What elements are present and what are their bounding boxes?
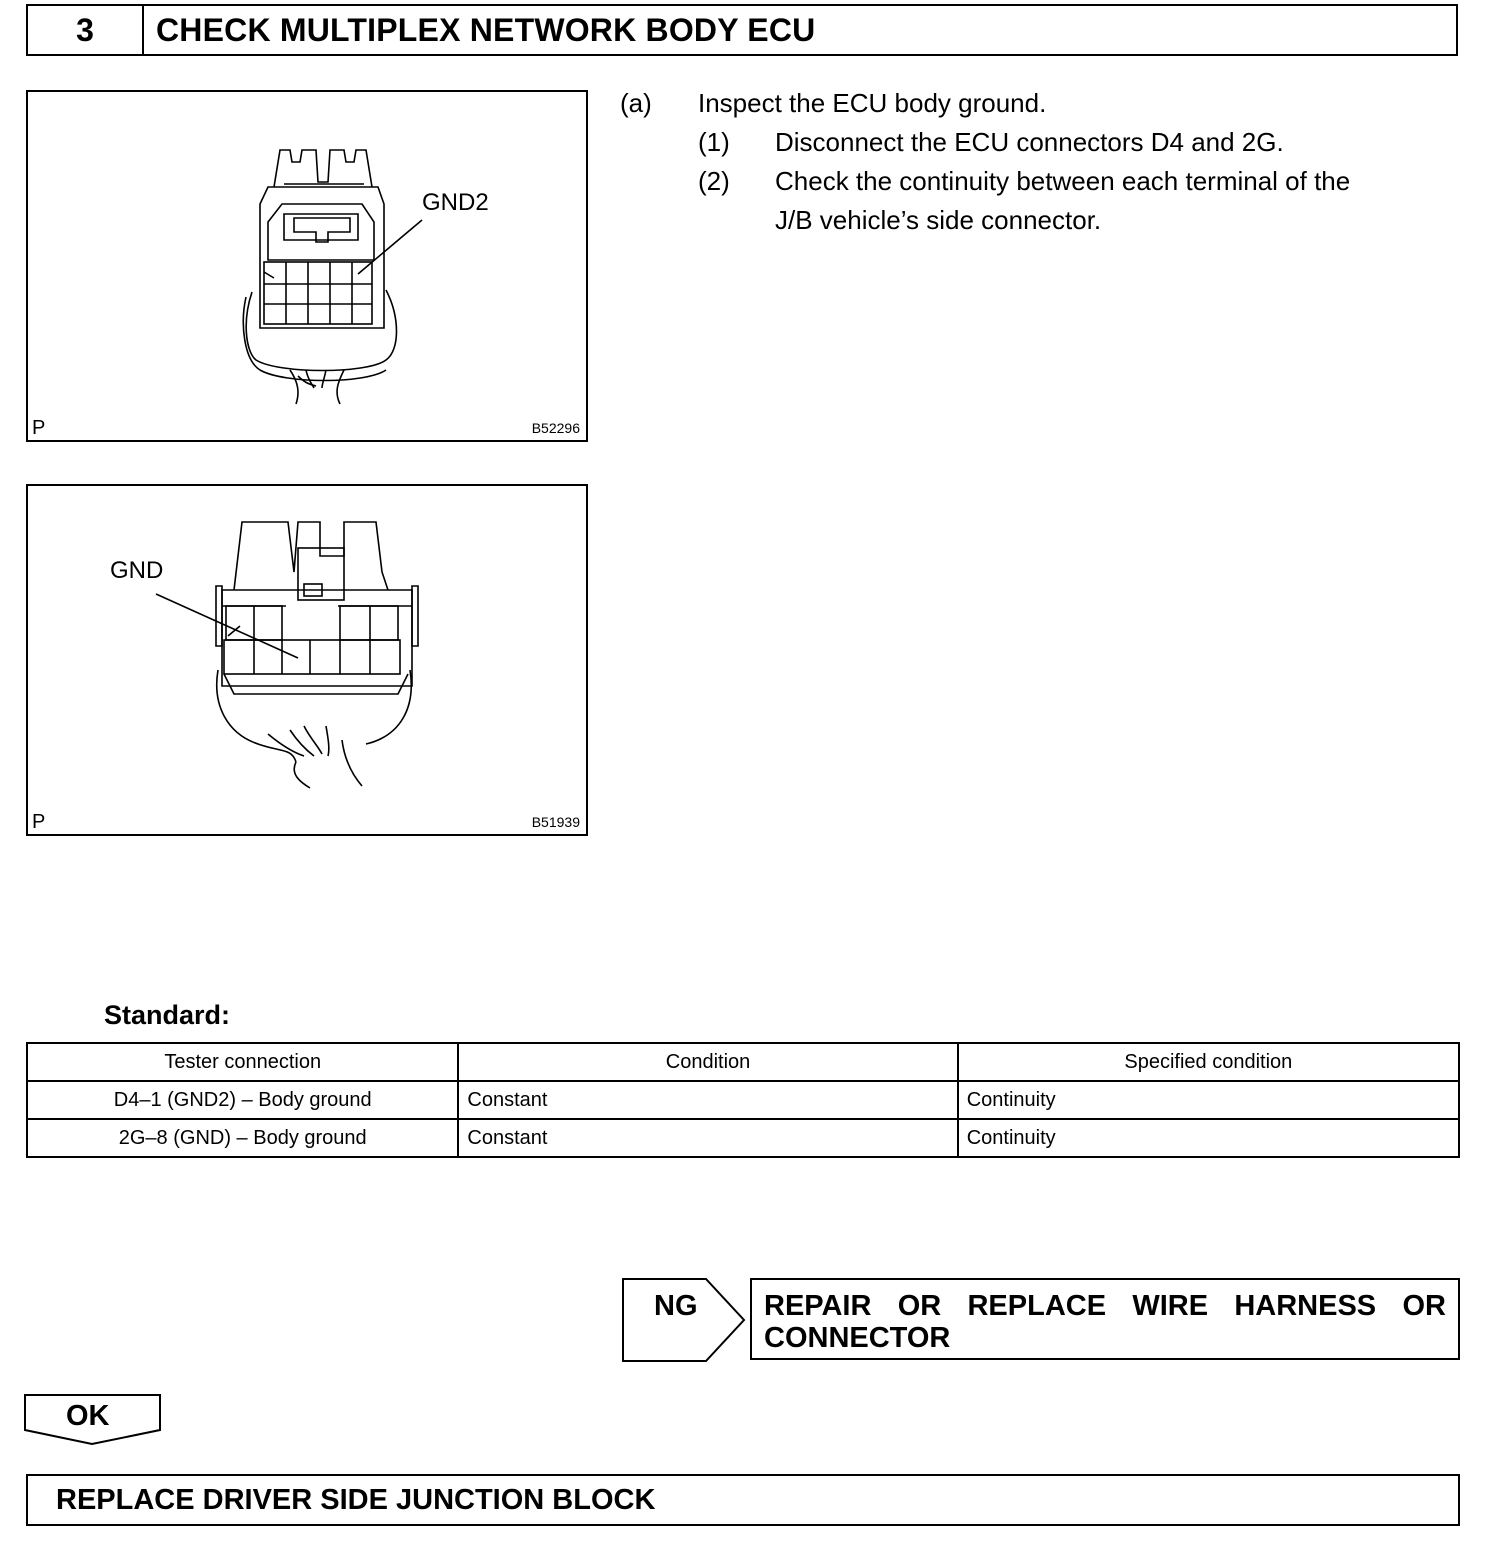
instruction-a-text: Inspect the ECU body ground. <box>698 88 1047 118</box>
ng-action-line2: CONNECTOR <box>764 1322 951 1354</box>
connector-d4-drawing <box>28 92 586 440</box>
ok-label: OK <box>66 1400 110 1432</box>
table-header-row <box>27 1043 1459 1081</box>
figure1-corner-p: P <box>32 417 46 439</box>
cell-tester-connection: D4–1 (GND2) – Body ground <box>27 1081 458 1119</box>
step-header <box>26 4 1458 56</box>
step-number: 3 <box>28 6 144 54</box>
step-title: CHECK MULTIPLEX NETWORK BODY ECU <box>156 11 816 48</box>
ng-arrow <box>622 1278 746 1362</box>
ng-action-word: REPAIR <box>764 1290 872 1322</box>
cell-specified-condition: Continuity <box>958 1081 1459 1119</box>
header-tester-connection: Tester connection <box>27 1043 458 1081</box>
instruction-2-line2: J/B vehicle’s side connector. <box>775 205 1102 235</box>
instruction-2-line1: Check the continuity between each terminal of the <box>775 166 1351 196</box>
standard-table <box>26 1042 1460 1158</box>
figure2-corner-p: P <box>32 811 46 833</box>
ng-action-word: REPLACE <box>967 1290 1107 1322</box>
cell-specified-condition: Continuity <box>958 1119 1459 1157</box>
header-specified-condition: Specified condition <box>958 1043 1459 1081</box>
instruction-2-marker: (2) <box>698 166 730 196</box>
ng-label: NG <box>654 1290 698 1322</box>
table-row <box>27 1119 1459 1157</box>
figure1-code: B52296 <box>531 420 580 436</box>
gnd-label: GND <box>110 557 164 584</box>
final-action-box <box>26 1474 1460 1526</box>
connector-2g-drawing <box>28 486 586 834</box>
ok-arrow <box>24 1394 162 1446</box>
cell-condition: Constant <box>458 1081 957 1119</box>
gnd2-label: GND2 <box>422 189 489 216</box>
cell-condition: Constant <box>458 1119 957 1157</box>
table-row <box>27 1081 1459 1119</box>
cell-tester-connection: 2G–8 (GND) – Body ground <box>27 1119 458 1157</box>
instruction-1-marker: (1) <box>698 127 730 157</box>
ng-action-word: WIRE <box>1132 1290 1209 1322</box>
standard-label: Standard: <box>104 1000 231 1030</box>
ng-action-word: HARNESS <box>1234 1290 1377 1322</box>
final-action-text: REPLACE DRIVER SIDE JUNCTION BLOCK <box>56 1483 656 1516</box>
figure2-code: B51939 <box>531 814 580 830</box>
instruction-1-text: Disconnect the ECU connectors D4 and 2G. <box>775 127 1284 157</box>
ng-action-line1 <box>764 1290 1446 1322</box>
header-condition: Condition <box>458 1043 957 1081</box>
figure-connector-2g <box>26 484 588 836</box>
ng-action-word: OR <box>897 1290 942 1322</box>
instruction-a-marker: (a) <box>620 88 652 118</box>
ng-action-box <box>750 1278 1460 1360</box>
figure-connector-d4 <box>26 90 588 442</box>
ng-action-word: OR <box>1402 1290 1446 1322</box>
